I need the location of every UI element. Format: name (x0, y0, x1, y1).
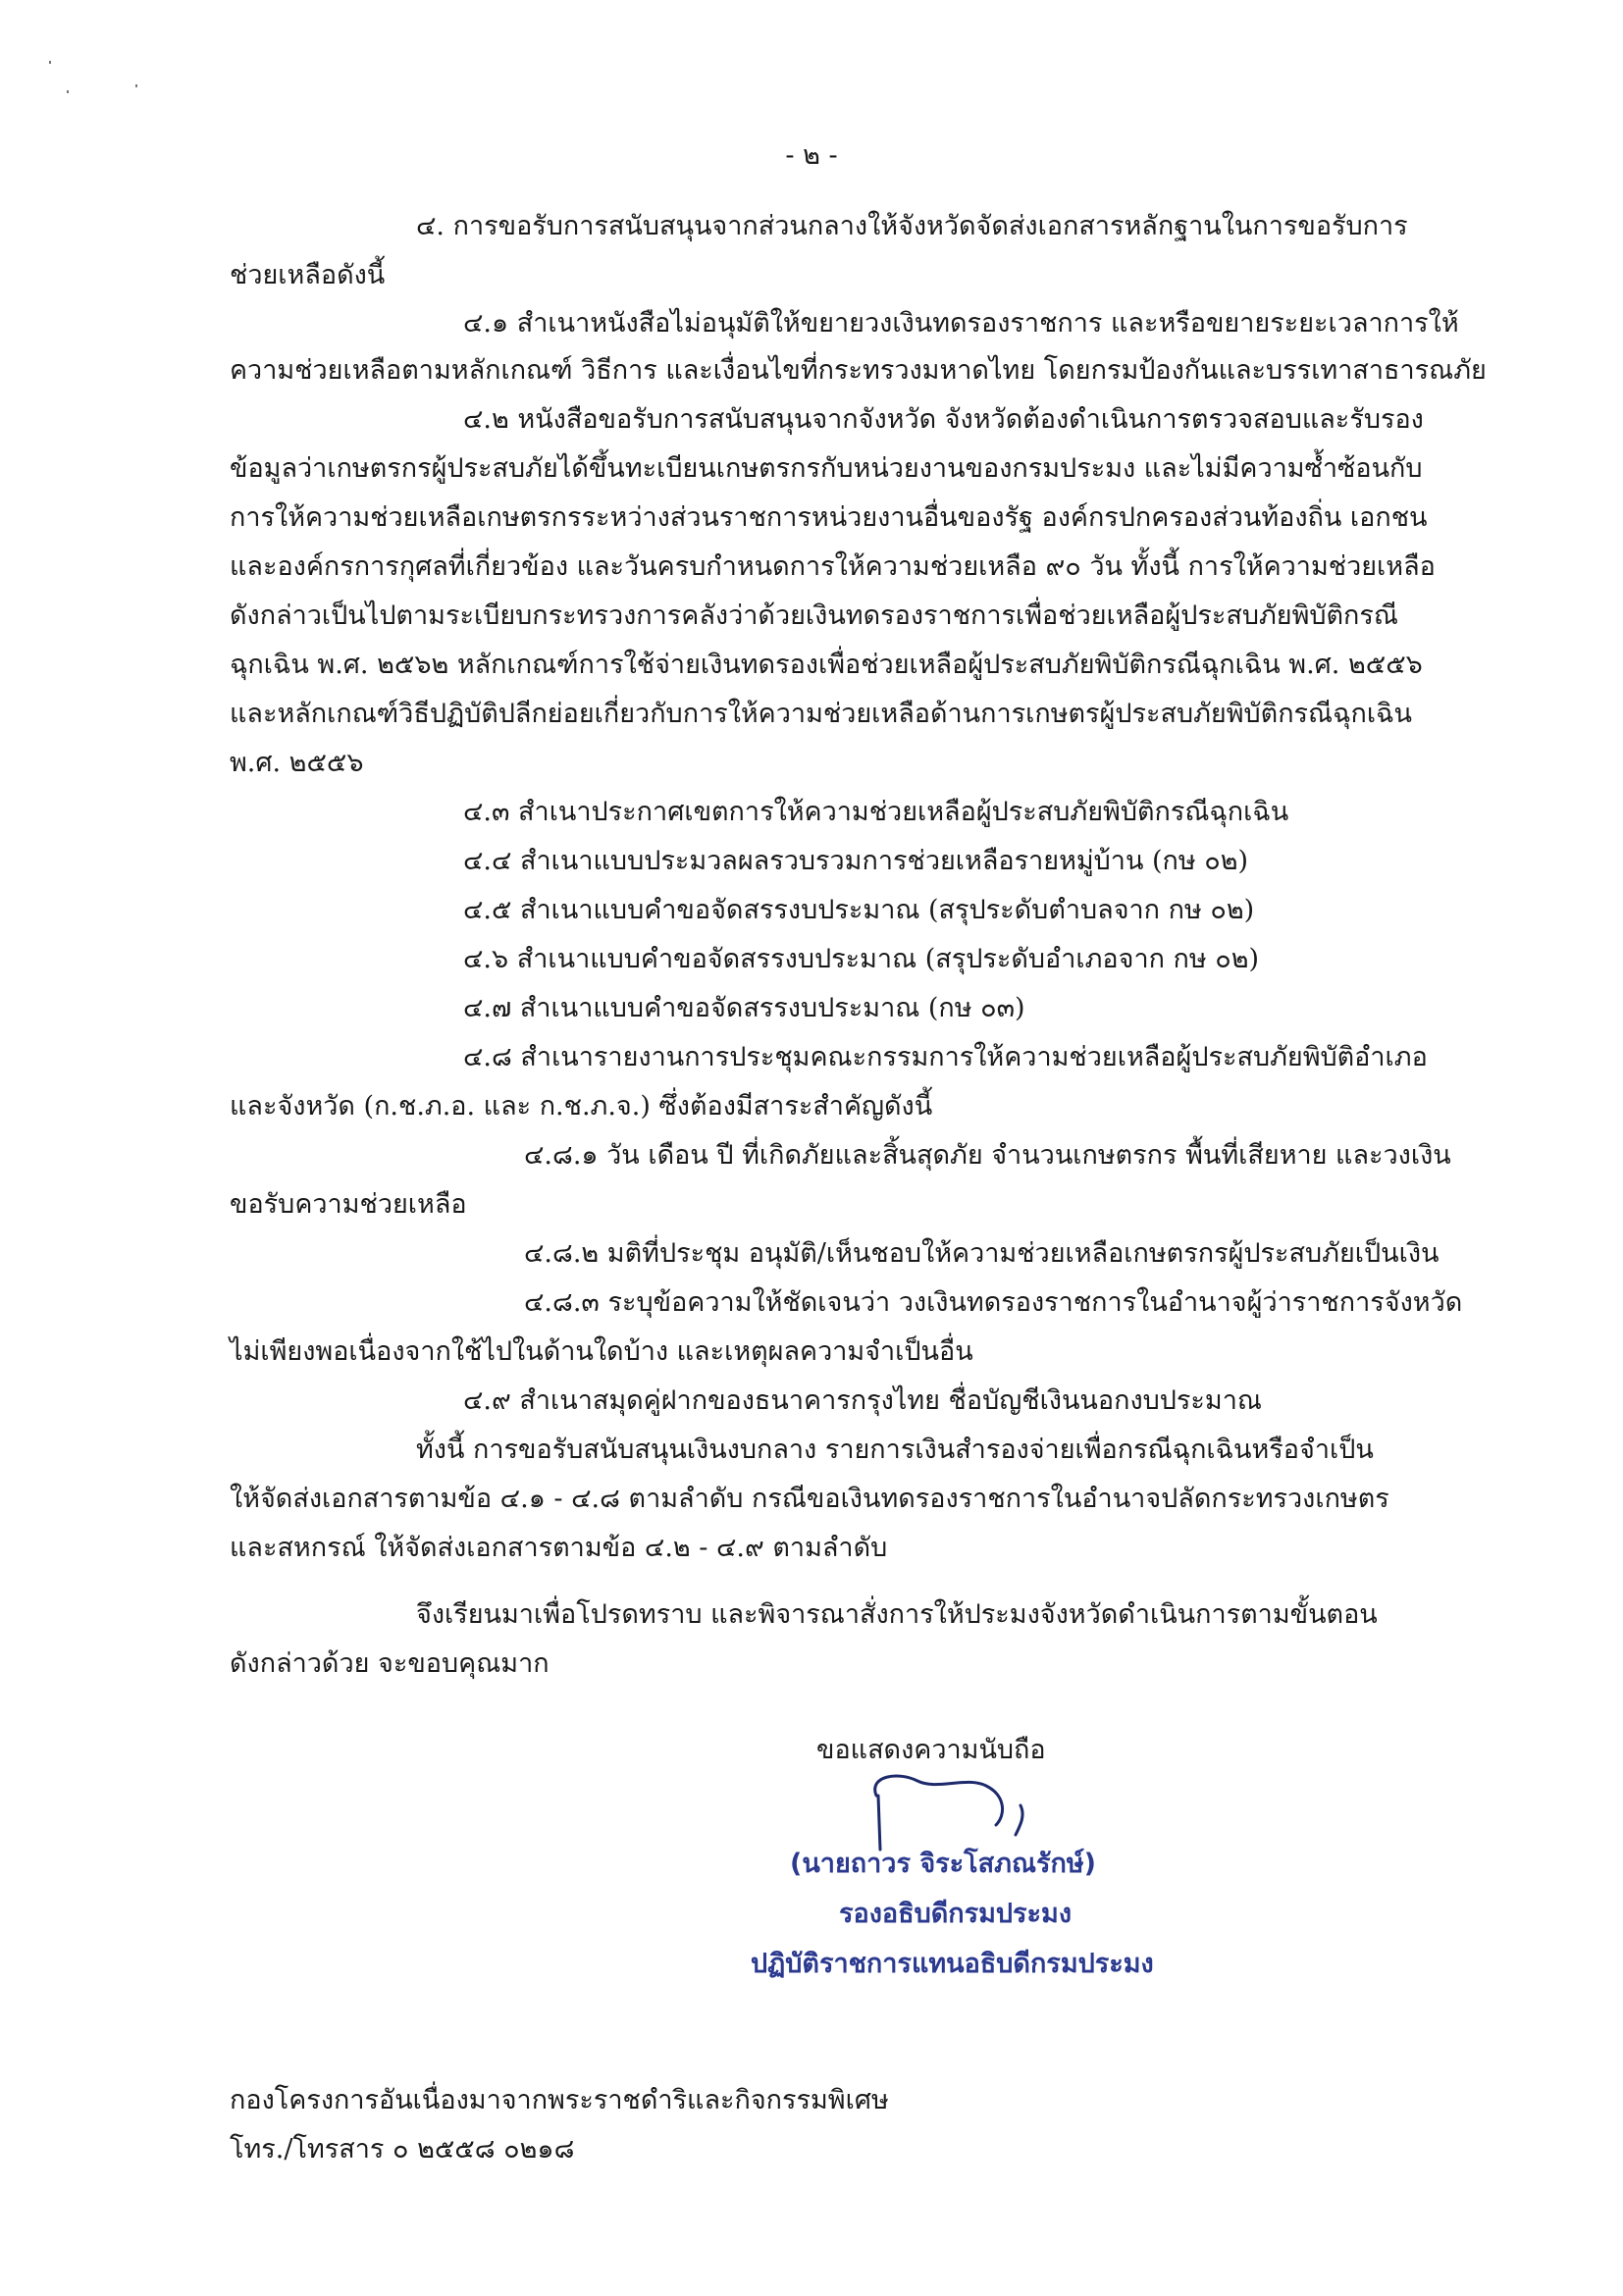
item-4-1-line1: ๔.๑ สำเนาหนังสือไม่อนุมัติให้ขยายวงเงินทดรองราชการ และหรือขยายระยะเวลาการให้ (463, 308, 1459, 339)
section4-heading-line2: ช่วยเหลือดังนี้ (230, 260, 386, 290)
section4-heading-line1: ๔. การขอรับการสนับสนุนจากส่วนกลางให้จังหวัดจัดส่งเอกสารหลักฐานในการขอรับการ (416, 211, 1408, 241)
item-4-2-line5: ดังกล่าวเป็นไปตามระเบียบกระทรวงการคลังว่าด้วยเงินทดรองราชการเพื่อช่วยเหลือผู้ประสบภัยพิบัติกรณี (230, 600, 1398, 631)
item-4-4: ๔.๔ สำเนาแบบประมวลผลรวบรวมการช่วยเหลือรายหมู่บ้าน (กษ ๐๒) (463, 846, 1249, 876)
summary-line1: ทั้งนี้ การขอรับสนับสนุนเงินงบกลาง รายการเงินสำรองจ่ายเพื่อกรณีฉุกเฉินหรือจำเป็น (416, 1435, 1374, 1465)
footer-department: กองโครงการอันเนื่องมาจากพระราชดำริและกิจกรรมพิเศษ (230, 2085, 889, 2115)
footer-phone: โทร./โทรสาร ๐ ๒๕๕๘ ๐๒๑๘ (230, 2134, 575, 2165)
item-4-8-3-line1: ๔.๘.๓ ระบุข้อความให้ชัดเจนว่า วงเงินทดรองราชการในอำนาจผู้ว่าราชการจังหวัด (524, 1287, 1463, 1318)
item-4-8-1-line2: ขอรับความช่วยเหลือ (230, 1189, 467, 1220)
regards-text: ขอแสดงความนับถือ (816, 1735, 1046, 1765)
signatory-position: รองอธิบดีกรมประมง (839, 1899, 1073, 1929)
item-4-8-line1: ๔.๘ สำเนารายงานการประชุมคณะกรรมการให้ความช่วยเหลือผู้ประสบภัยพิบัติอำเภอ (463, 1042, 1428, 1072)
item-4-7: ๔.๗ สำเนาแบบคำขอจัดสรรงบประมาณ (กษ ๐๓) (463, 993, 1025, 1023)
item-4-2-line6: ฉุกเฉิน พ.ศ. ๒๕๖๒ หลักเกณฑ์การใช้จ่ายเงินทดรองเพื่อช่วยเหลือผู้ประสบภัยพิบัติกรณีฉุกเฉิน พ.ศ. ๒๕๕๖ (230, 650, 1423, 680)
item-4-8-1-line1: ๔.๘.๑ วัน เดือน ปี ที่เกิดภัยและสิ้นสุดภัย จำนวนเกษตรกร พื้นที่เสียหาย และวงเงิน (524, 1140, 1451, 1171)
signatory-acting-as: ปฏิบัติราชการแทนอธิบดีกรมประมง (751, 1949, 1154, 1979)
item-4-9: ๔.๙ สำเนาสมุดคู่ฝากของธนาคารกรุงไทย ชื่อบัญชีเงินนอกงบประมาณ (463, 1385, 1262, 1416)
summary-line2: ให้จัดส่งเอกสารตามข้อ ๔.๑ - ๔.๘ ตามลำดับ กรณีขอเงินทดรองราชการในอำนาจปลัดกระทรวงเกษตร (230, 1484, 1389, 1514)
item-4-2-line3: การให้ความช่วยเหลือเกษตรกรระหว่างส่วนราชการหน่วยงานอื่นของรัฐ องค์กรปกครองส่วนท้องถิ่น เอกชน (230, 502, 1428, 533)
closing-line1: จึงเรียนมาเพื่อโปรดทราบ และพิจารณาสั่งการให้ประมงจังหวัดดำเนินการตามขั้นตอน (416, 1599, 1378, 1630)
item-4-5: ๔.๕ สำเนาแบบคำขอจัดสรรงบประมาณ (สรุประดับตำบลจาก กษ ๐๒) (463, 895, 1255, 925)
scan-speck (49, 61, 51, 64)
scan-speck (135, 84, 137, 87)
item-4-2-line8: พ.ศ. ๒๕๕๖ (230, 748, 364, 778)
item-4-1-line2: ความช่วยเหลือตามหลักเกณฑ์ วิธีการ และเงื่อนไขที่กระทรวงมหาดไทย โดยกรมป้องกันและบรรเทาสาธารณภัย (230, 355, 1487, 386)
summary-line3: และสหกรณ์ ให้จัดส่งเอกสารตามข้อ ๔.๒ - ๔.๙ ตามลำดับ (230, 1533, 888, 1563)
item-4-2-line4: และองค์กรการกุศลที่เกี่ยวข้อง และวันครบกำหนดการให้ความช่วยเหลือ ๙๐ วัน ทั้งนี้ การให้ความช่วยเหลือ (230, 551, 1436, 582)
item-4-8-3-line2: ไม่เพียงพอเนื่องจากใช้ไปในด้านใดบ้าง และเหตุผลความจำเป็นอื่น (230, 1336, 973, 1367)
closing-line2: ดังกล่าวด้วย จะขอบคุณมาก (230, 1648, 550, 1679)
item-4-2-line1: ๔.๒ หนังสือขอรับการสนับสนุนจากจังหวัด จังหวัดต้องดำเนินการตรวจสอบและรับรอง (463, 404, 1424, 435)
item-4-2-line7: และหลักเกณฑ์วิธีปฏิบัติปลีกย่อยเกี่ยวกับการให้ความช่วยเหลือด้านการเกษตรผู้ประสบภัยพิบัติกรณีฉุกเฉิน (230, 699, 1412, 729)
page-number: - ๒ - (785, 140, 838, 171)
scan-speck (67, 90, 69, 93)
item-4-8-line2: และจังหวัด (ก.ช.ภ.อ. และ ก.ช.ภ.จ.) ซึ่งต้องมีสาระสำคัญดังนี้ (230, 1091, 933, 1122)
item-4-3: ๔.๓ สำเนาประกาศเขตการให้ความช่วยเหลือผู้ประสบภัยพิบัติกรณีฉุกเฉิน (463, 797, 1289, 827)
item-4-2-line2: ข้อมูลว่าเกษตรกรผู้ประสบภัยได้ขึ้นทะเบียนเกษตรกรกับหน่วยงานของกรมประมง และไม่มีความซ้ำซ้อนกับ (230, 453, 1423, 484)
item-4-6: ๔.๖ สำเนาแบบคำขอจัดสรรงบประมาณ (สรุประดับอำเภอจาก กษ ๐๒) (463, 944, 1260, 974)
signatory-name: (นายถาวร จิระโสภณรักษ์) (790, 1849, 1096, 1879)
handwritten-signature (859, 1766, 1045, 1854)
item-4-8-2: ๔.๘.๒ มติที่ประชุม อนุมัติ/เห็นชอบให้ความช่วยเหลือเกษตรกรผู้ประสบภัยเป็นเงิน (524, 1238, 1440, 1269)
